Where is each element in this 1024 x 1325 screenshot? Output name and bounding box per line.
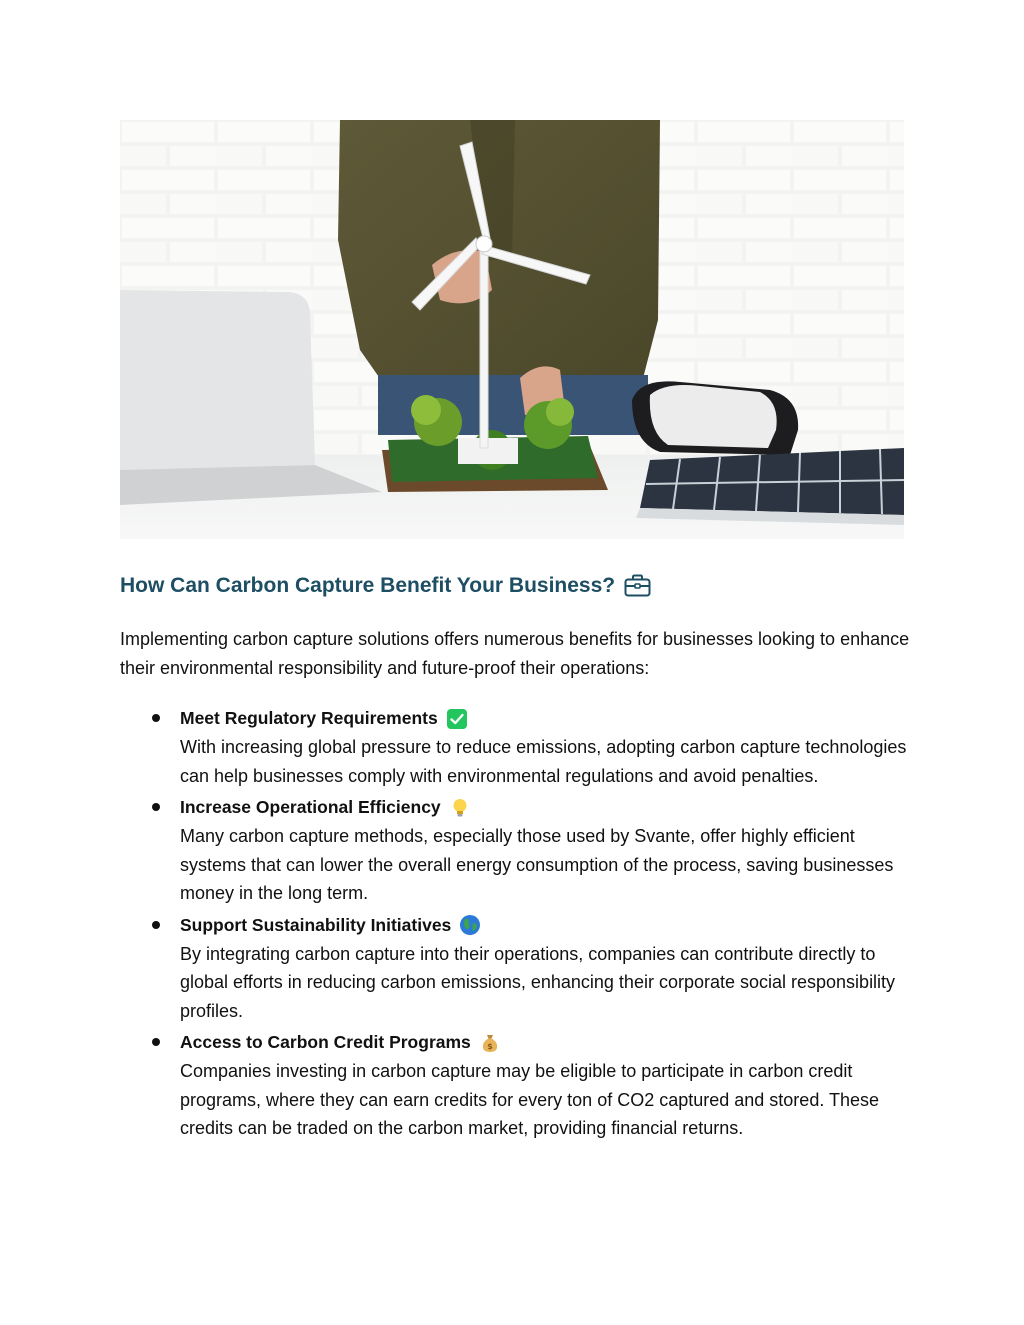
globe-icon xyxy=(459,914,481,936)
bullet-icon xyxy=(152,803,160,811)
benefit-description: With increasing global pressure to reduce emissions, adopting carbon capture technologies can help businesses comply with environmental regulations and avoid penalties. xyxy=(180,737,907,786)
hero-image xyxy=(120,120,904,539)
list-item xyxy=(120,793,904,908)
benefit-description: Companies investing in carbon capture may be eligible to participate in carbon credit programs, where they can earn credits for every ton of CO2 captured and stored. These credits can be traded on the carbon market, providing financial returns. xyxy=(180,1061,880,1138)
list-item xyxy=(120,704,907,790)
benefit-title: Access to Carbon Credit Programs xyxy=(180,1032,471,1052)
list-item xyxy=(120,911,904,1026)
benefit-description: Many carbon capture methods, especially those used by Svante, offer highly efficient systems that can lower the overall energy consumption of the process, saving businesses money in the long term. xyxy=(180,826,894,903)
bullet-icon xyxy=(152,921,160,929)
briefcase-icon xyxy=(624,574,651,598)
benefit-description: By integrating carbon capture into their operations, companies can contribute directly to global efforts in reducing carbon emissions, enhancing their corporate social responsibility profiles. xyxy=(180,943,896,1021)
section-heading-text: How Can Carbon Capture Benefit Your Business? xyxy=(120,574,616,597)
money-bag-icon xyxy=(479,1032,501,1054)
bullet-icon xyxy=(152,714,160,722)
check-mark-icon xyxy=(446,708,468,730)
section-heading xyxy=(120,571,904,601)
intro-paragraph: Implementing carbon capture solutions offers numerous benefits for businesses looking to enhance their environmental responsibility and future-proof their operations: xyxy=(120,629,910,678)
benefit-title: Meet Regulatory Requirements xyxy=(180,708,438,728)
benefits-list xyxy=(120,704,907,1143)
benefit-title-row xyxy=(180,793,904,822)
list-item xyxy=(120,1028,904,1143)
benefit-title-row xyxy=(180,704,904,733)
bullet-icon xyxy=(152,1038,160,1046)
benefit-title-row xyxy=(180,911,904,940)
benefit-title: Increase Operational Efficiency xyxy=(180,797,441,817)
document-page xyxy=(120,120,910,1146)
benefit-title-row xyxy=(180,1028,904,1057)
svg-text:$: $ xyxy=(486,1041,493,1051)
light-bulb-icon xyxy=(449,797,471,819)
benefit-title: Support Sustainability Initiatives xyxy=(180,914,452,935)
